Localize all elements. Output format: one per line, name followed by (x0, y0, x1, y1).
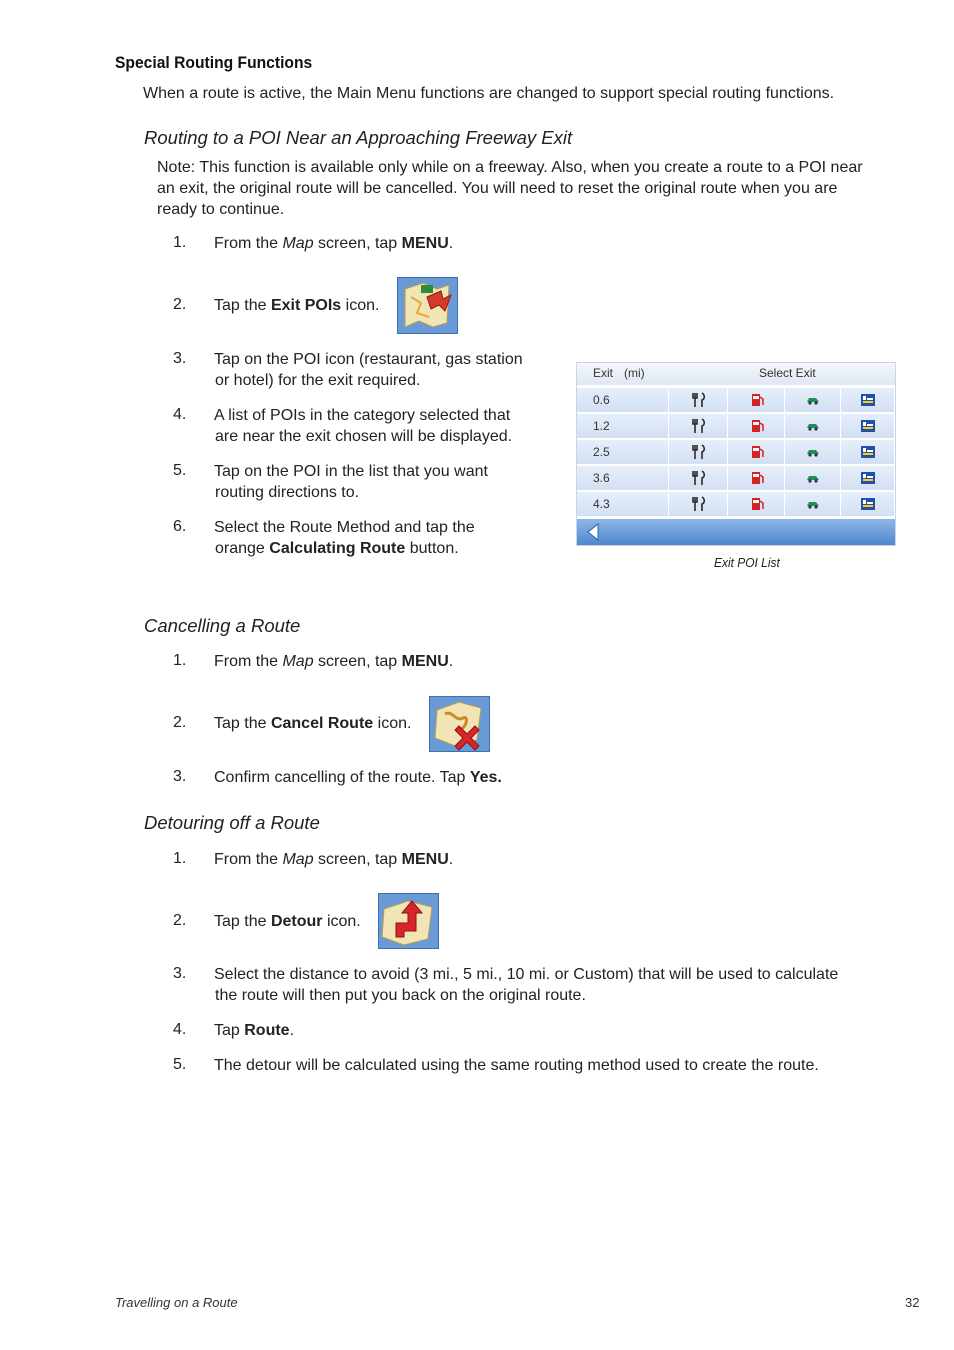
step-number: 3. (173, 350, 187, 367)
gas-station-button[interactable] (728, 440, 785, 465)
note-line-1: Note: This function is available only while on a freeway. Also, when you create a route to a POI near (157, 159, 863, 176)
gas-station-icon (749, 444, 765, 465)
gas-station-button[interactable] (728, 414, 785, 439)
step-text: From the Map screen, tap MENU. (214, 235, 454, 252)
step-number: 6. (173, 518, 187, 535)
page-number: 32 (905, 1295, 920, 1310)
exit-row (577, 440, 895, 466)
step-text: Select the distance to avoid (3 mi., 5 mi., 10 mi. or Custom) that will be used to calculate the route will then put you back on the original route. (214, 966, 839, 1004)
restaurant-icon (691, 392, 707, 413)
step-text: A list of POIs in the category selected that are near the exit chosen will be displayed. (214, 407, 513, 445)
exit-row (577, 492, 895, 518)
gas-station-icon (749, 470, 765, 491)
step-text: Tap on the POI icon (restaurant, gas station or hotel) for the exit required. (214, 351, 523, 389)
cancel-heading: Cancelling a Route (144, 615, 301, 636)
restaurant-icon (691, 444, 707, 465)
cancel-route-icon (429, 696, 490, 753)
restaurant-button[interactable] (669, 414, 728, 439)
col-select-label: Select Exit (759, 366, 816, 380)
car-icon (805, 470, 821, 491)
section-title: Special Routing Functions (115, 53, 313, 72)
exit-row (577, 388, 895, 414)
gas-station-button[interactable] (728, 466, 785, 491)
hotel-icon (860, 496, 876, 517)
note-line-3: ready to continue. (157, 201, 285, 218)
col-exit-label: Exit (593, 366, 614, 380)
hotel-button[interactable] (841, 440, 895, 465)
step-number: 3. (173, 768, 187, 785)
car-icon (805, 496, 821, 517)
restaurant-icon (691, 418, 707, 439)
detour-icon (378, 893, 439, 950)
restaurant-button[interactable] (669, 466, 728, 491)
restaurant-button[interactable] (669, 440, 728, 465)
step-number: 3. (173, 965, 187, 982)
hotel-icon (860, 470, 876, 491)
step-text: The detour will be calculated using the same routing method used to create the route. (214, 1057, 819, 1074)
car-button[interactable] (785, 492, 841, 517)
exit-distance: 3.6 (577, 466, 669, 491)
restaurant-icon (691, 496, 707, 517)
step-number: 5. (173, 1056, 187, 1073)
footer-chapter: Travelling on a Route (115, 1295, 238, 1310)
step-text: From the Map screen, tap MENU. (214, 851, 454, 868)
note-line-2: an exit, the original route will be cancelled. You will need to reset the original route when you are (157, 180, 838, 197)
screenshot-caption: Exit POI List (714, 555, 780, 570)
step-text: Tap on the POI in the list that you want routing directions to. (214, 463, 488, 501)
restaurant-button[interactable] (669, 492, 728, 517)
col-mi-label: (mi) (624, 366, 645, 380)
step-number: 2. (173, 714, 187, 731)
hotel-icon (860, 444, 876, 465)
gas-station-button[interactable] (728, 492, 785, 517)
step-number: 1. (173, 652, 187, 669)
step-number: 1. (173, 850, 187, 867)
step-number: 4. (173, 1021, 187, 1038)
car-icon (805, 444, 821, 465)
back-arrow-icon[interactable] (585, 522, 601, 542)
exit-list-footer (577, 519, 895, 545)
exit-distance: 2.5 (577, 440, 669, 465)
gas-station-icon (749, 496, 765, 517)
gas-station-icon (749, 392, 765, 413)
hotel-icon (860, 418, 876, 439)
restaurant-button[interactable] (669, 388, 728, 413)
step-number: 5. (173, 462, 187, 479)
exit-row (577, 414, 895, 440)
car-button[interactable] (785, 440, 841, 465)
hotel-icon (860, 392, 876, 413)
hotel-button[interactable] (841, 492, 895, 517)
step-text: Tap Route. (214, 1022, 295, 1039)
detour-heading: Detouring off a Route (144, 812, 320, 833)
exit-pois-icon (397, 277, 458, 334)
step-number: 2. (173, 296, 187, 313)
step-text: Tap the Cancel Route icon. (214, 715, 412, 732)
exit-distance: 4.3 (577, 492, 669, 517)
exit-poi-list-screenshot (576, 362, 896, 546)
car-icon (805, 418, 821, 439)
step-text: Tap the Detour icon. (214, 913, 361, 930)
step-text: From the Map screen, tap MENU. (214, 653, 454, 670)
restaurant-icon (691, 470, 707, 491)
step-text: Select the Route Method and tap the orange Calculating Route button. (214, 519, 475, 557)
exit-row (577, 466, 895, 492)
exit-distance: 1.2 (577, 414, 669, 439)
intro-text: When a route is active, the Main Menu functions are changed to support special routing functions. (143, 85, 835, 102)
hotel-button[interactable] (841, 466, 895, 491)
car-button[interactable] (785, 414, 841, 439)
poi-exit-heading: Routing to a POI Near an Approaching Freeway Exit (144, 127, 573, 148)
step-number: 1. (173, 234, 187, 251)
step-number: 2. (173, 912, 187, 929)
hotel-button[interactable] (841, 388, 895, 413)
hotel-button[interactable] (841, 414, 895, 439)
exit-distance: 0.6 (577, 388, 669, 413)
step-text: Tap the Exit POIs icon. (214, 297, 380, 314)
step-number: 4. (173, 406, 187, 423)
step-text: Confirm cancelling of the route. Tap Yes. (214, 769, 502, 786)
car-icon (805, 392, 821, 413)
gas-station-icon (749, 418, 765, 439)
car-button[interactable] (785, 466, 841, 491)
car-button[interactable] (785, 388, 841, 413)
gas-station-button[interactable] (728, 388, 785, 413)
exit-list-header (577, 363, 895, 385)
